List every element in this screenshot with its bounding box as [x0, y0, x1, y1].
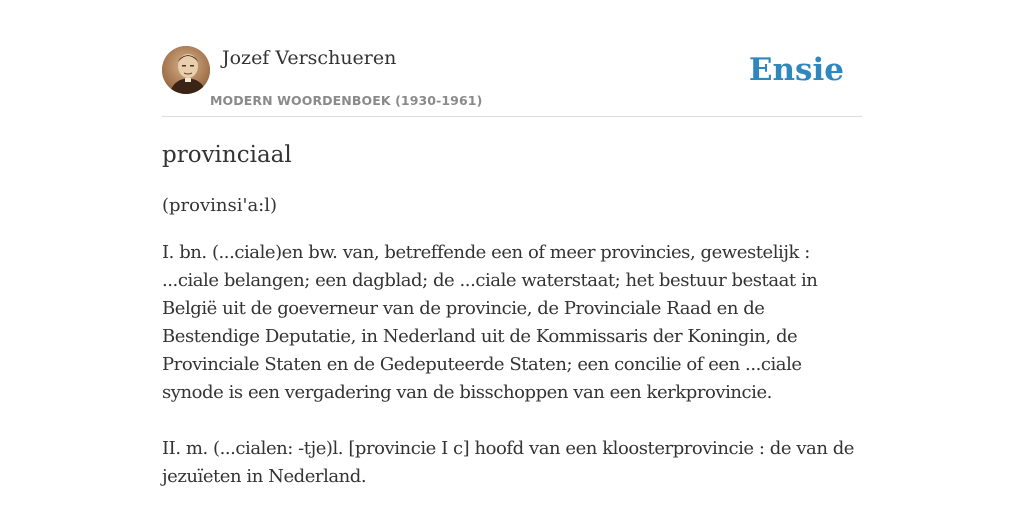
entry-definition-1: I. bn. (...ciale)en bw. van, betreffende een of meer provincies, gewestelijk : ...ciale belangen; een dagblad; de ...ciale waterstaat; het bestuur bestaat in België uit de goeverneur van de provincie, de Provinciale Raad en de Bestendige Deputatie, in Nederland uit de Kommissaris der Koningin, de Provinciale Staten en de Gedeputeerde Staten; een concilie of een ...ciale synode is een vergadering van de bisschoppen van een kerkprovincie.	[162, 242, 818, 403]
entry-headword: provinciaal	[162, 142, 292, 168]
entry-definition-2: II. m. (...cialen: -tje)l. [provincie I c] hoofd van een kloosterprovincie : de van de jezuïeten in Nederland.	[162, 438, 855, 487]
entry-pronunciation: (provinsi'a:l)	[162, 195, 278, 216]
ensie-logo[interactable]: Ensie	[748, 52, 844, 88]
portrait-image	[162, 46, 210, 94]
author-name[interactable]: Jozef Verschueren	[222, 47, 397, 69]
entry-page	[162, 0, 862, 487]
source-title[interactable]: MODERN WOORDENBOEK (1930-1961)	[210, 93, 483, 108]
entry-header	[162, 0, 862, 117]
author-avatar[interactable]	[162, 46, 210, 94]
